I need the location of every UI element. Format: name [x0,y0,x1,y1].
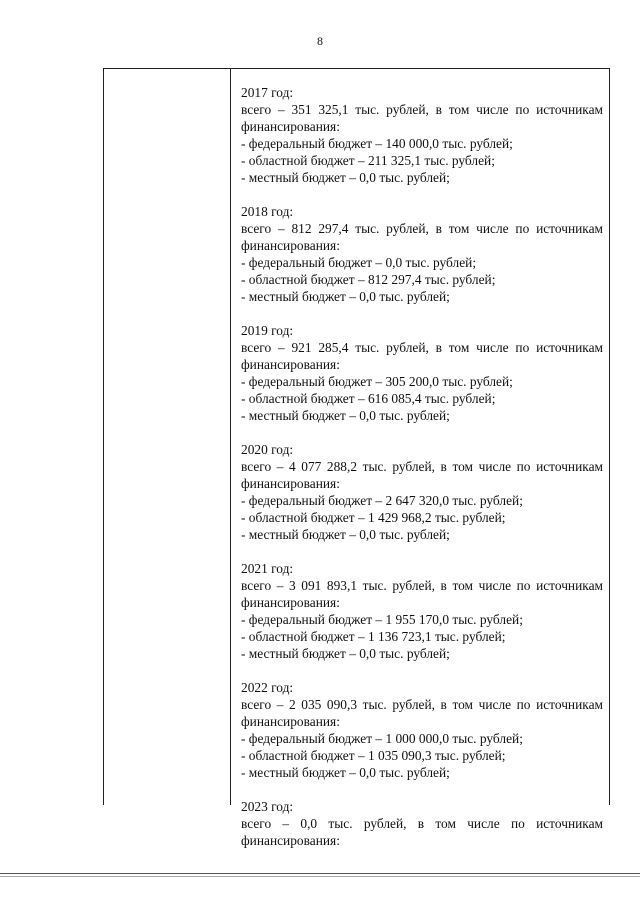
year-heading: 2019 год: [241,323,294,338]
local-budget-line: - местный бюджет – 0,0 тыс. рублей; [241,170,450,185]
table-left-column [104,69,231,805]
total-line-continuation: финансирования: [241,595,340,610]
total-line: всего – 351 325,1 тыс. рублей, в том числе по источникам [241,102,603,117]
regional-budget-line: - областной бюджет – 616 085,4 тыс. рублей; [241,391,496,406]
federal-budget-line: - федеральный бюджет – 0,0 тыс. рублей; [241,255,477,270]
year-block-2018 [241,203,603,305]
year-block-2020 [241,441,603,543]
total-line-continuation: финансирования: [241,714,340,729]
year-block-2023 [241,798,603,849]
local-budget-line: - местный бюджет – 0,0 тыс. рублей; [241,527,450,542]
bottom-scan-edge [0,873,640,874]
regional-budget-line: - областной бюджет – 1 429 968,2 тыс. рублей; [241,510,506,525]
bottom-scan-edge-shadow [0,876,640,877]
year-heading: 2021 год: [241,561,294,576]
year-block-2022 [241,679,603,781]
year-block-2017 [241,84,603,186]
local-budget-line: - местный бюджет – 0,0 тыс. рублей; [241,765,450,780]
total-line-continuation: финансирования: [241,357,340,372]
local-budget-line: - местный бюджет – 0,0 тыс. рублей; [241,646,450,661]
year-heading: 2018 год: [241,204,294,219]
year-heading: 2023 год: [241,799,294,814]
total-line: всего – 2 035 090,3 тыс. рублей, в том числе по источникам [241,697,603,712]
regional-budget-line: - областной бюджет – 1 035 090,3 тыс. рублей; [241,748,506,763]
year-block-2019 [241,322,603,424]
total-line-continuation: финансирования: [241,119,340,134]
federal-budget-line: - федеральный бюджет – 1 955 170,0 тыс. рублей; [241,612,523,627]
total-line-continuation: финансирования: [241,833,340,848]
total-line: всего – 4 077 288,2 тыс. рублей, в том числе по источникам [241,459,603,474]
year-heading: 2022 год: [241,680,294,695]
federal-budget-line: - федеральный бюджет – 2 647 320,0 тыс. рублей; [241,493,523,508]
federal-budget-line: - федеральный бюджет – 305 200,0 тыс. рублей; [241,374,513,389]
total-line-continuation: финансирования: [241,238,340,253]
total-line: всего – 921 285,4 тыс. рублей, в том числе по источникам [241,340,603,355]
regional-budget-line: - областной бюджет – 211 325,1 тыс. рублей; [241,153,495,168]
year-block-2021 [241,560,603,662]
page-number: 8 [317,34,323,48]
year-heading: 2020 год: [241,442,294,457]
table-right-column [241,84,603,849]
federal-budget-line: - федеральный бюджет – 140 000,0 тыс. рублей; [241,136,513,151]
regional-budget-line: - областной бюджет – 1 136 723,1 тыс. рублей; [241,629,506,644]
funding-table [103,68,610,848]
total-line: всего – 3 091 893,1 тыс. рублей, в том числе по источникам [241,578,603,593]
total-line: всего – 812 297,4 тыс. рублей, в том числе по источникам [241,221,603,236]
local-budget-line: - местный бюджет – 0,0 тыс. рублей; [241,408,450,423]
year-heading: 2017 год: [241,85,294,100]
total-line: всего – 0,0 тыс. рублей, в том числе по источникам [241,816,603,831]
regional-budget-line: - областной бюджет – 812 297,4 тыс. рублей; [241,272,496,287]
local-budget-line: - местный бюджет – 0,0 тыс. рублей; [241,289,450,304]
federal-budget-line: - федеральный бюджет – 1 000 000,0 тыс. рублей; [241,731,523,746]
total-line-continuation: финансирования: [241,476,340,491]
